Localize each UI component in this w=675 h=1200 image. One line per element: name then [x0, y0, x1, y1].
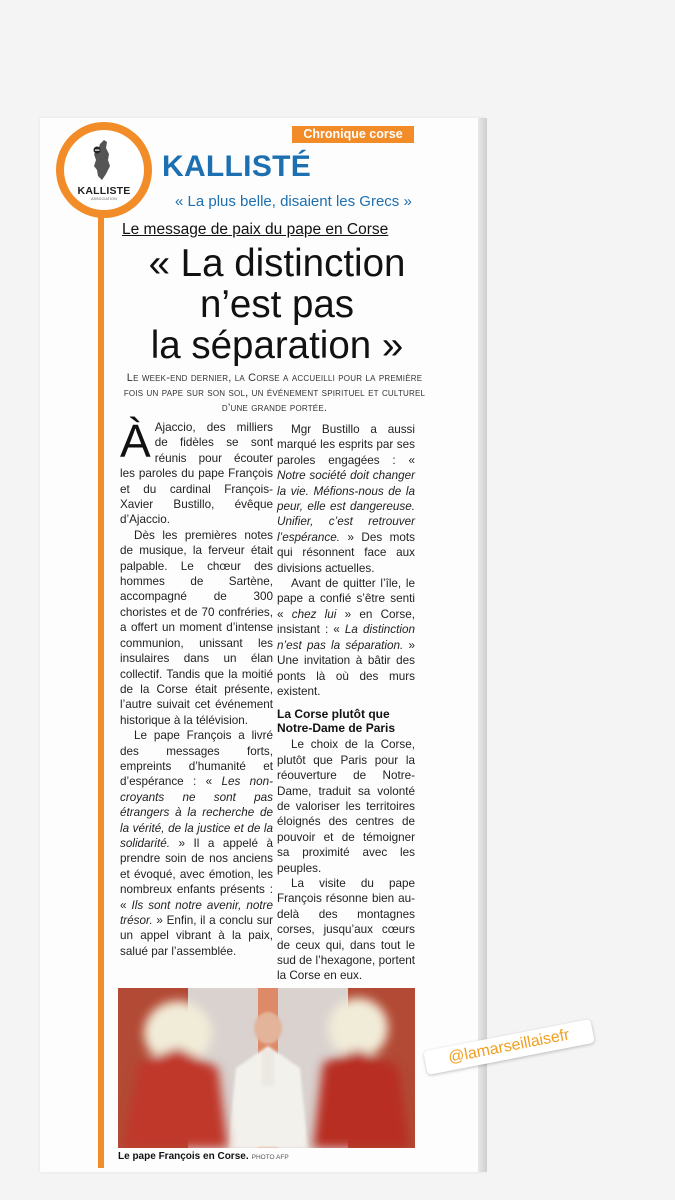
photo-caption: Le pape François en Corse. PHOTO AFP	[118, 1151, 289, 1162]
page-edge	[478, 118, 487, 1172]
section-label: Chronique corse	[292, 126, 414, 143]
column-tagline: « La plus belle, disaient les Grecs »	[175, 193, 412, 210]
article-headline: « La distinction n’est pas la séparation »	[148, 242, 406, 367]
section-rule	[98, 138, 104, 1168]
drop-cap: À	[120, 415, 151, 467]
paragraph: Dès les premières notes de musique, la ferveur était palpable. Le chœur des hommes de Sartène, accompagné de 300 choristes et de 70 confréries, a offert un moment d’intense communion, unissant les insulaires dans un élan collectif. Tandis que la moitié de la Corse était présente, l’autre suivait cet événement historique à la télévision.	[120, 528, 273, 727]
paragraph: La visite du pape François résonne bien au-delà des montagnes corses, jusqu’aux cœurs de ceux qui, dans tout le sud de l’hexagone, portent la Corse en eux.	[277, 876, 415, 983]
kalliste-logo	[56, 122, 152, 218]
corsica-map-icon	[64, 130, 144, 186]
paragraph: Mgr Bustillo a aussi marqué les esprits par ses paroles engagées : « Notre société doit changer la vie. Méfions-nous de la peur, elle est dangereuse. Unifier, c’est retrouver l’espérance. » Des mots qui résonnent face aux divisions actuelles.	[277, 423, 415, 575]
paragraph: Le choix de la Corse, plutôt que Paris pour la réouverture de Notre-Dame, traduit sa volonté de valoriser les territoires éloignés des centres de pouvoir et de témoigner sa proximité avec les peuples.	[277, 738, 415, 875]
watermark-handle: @lamarseillaisefr	[423, 1019, 594, 1075]
article-kicker: Le message de paix du pape en Corse	[122, 221, 389, 238]
paragraph: Avant de quitter l’île, le pape a confié s’être senti « chez lui » en Corse, insistant : « La distinction n’est pas la séparation. » Une invitation à bâtir des ponts là où des murs existent.	[277, 577, 416, 698]
article-column-1	[120, 415, 274, 959]
article-subhead: La Corse plutôt que Notre-Dame de Paris	[277, 707, 396, 736]
paragraph: À Ajaccio, des milliers de fidèles se sont réunis pour écouter les paroles du pape François et du cardinal François-Xavier Bustillo, évêque d’Ajaccio.	[120, 415, 273, 527]
photo-credit: PHOTO AFP	[251, 1154, 289, 1161]
article-column-2	[277, 422, 415, 1001]
paragraph: Le pape François a livré des messages forts, empreints d’humanité et d’espérance : « Les non-croyants ne sont pas étrangers à la recherche de la vérité, de la justice et de la solidarité. » Il a appelé à prendre soin de nos anciens et évoqué, avec émotion, les nombreux enfants présents : « Ils sont notre avenir, notre trésor. » Enfin, il a conclu sur un appel vibrant à la paix, salué par l’assemblée.	[120, 729, 274, 958]
pope-photo-illustration	[118, 988, 415, 1148]
article-lead: Le week-end dernier, la Corse a accueilli pour la première fois un pape sur son sol, un événement spirituel et culturel d’une grande portée.	[123, 372, 426, 414]
logo-subtext: ASSOCIATION	[91, 197, 117, 201]
logo-text: KALLISTE	[77, 185, 131, 197]
article-photo	[118, 988, 415, 1148]
column-title: KALLISTÉ	[162, 150, 312, 183]
